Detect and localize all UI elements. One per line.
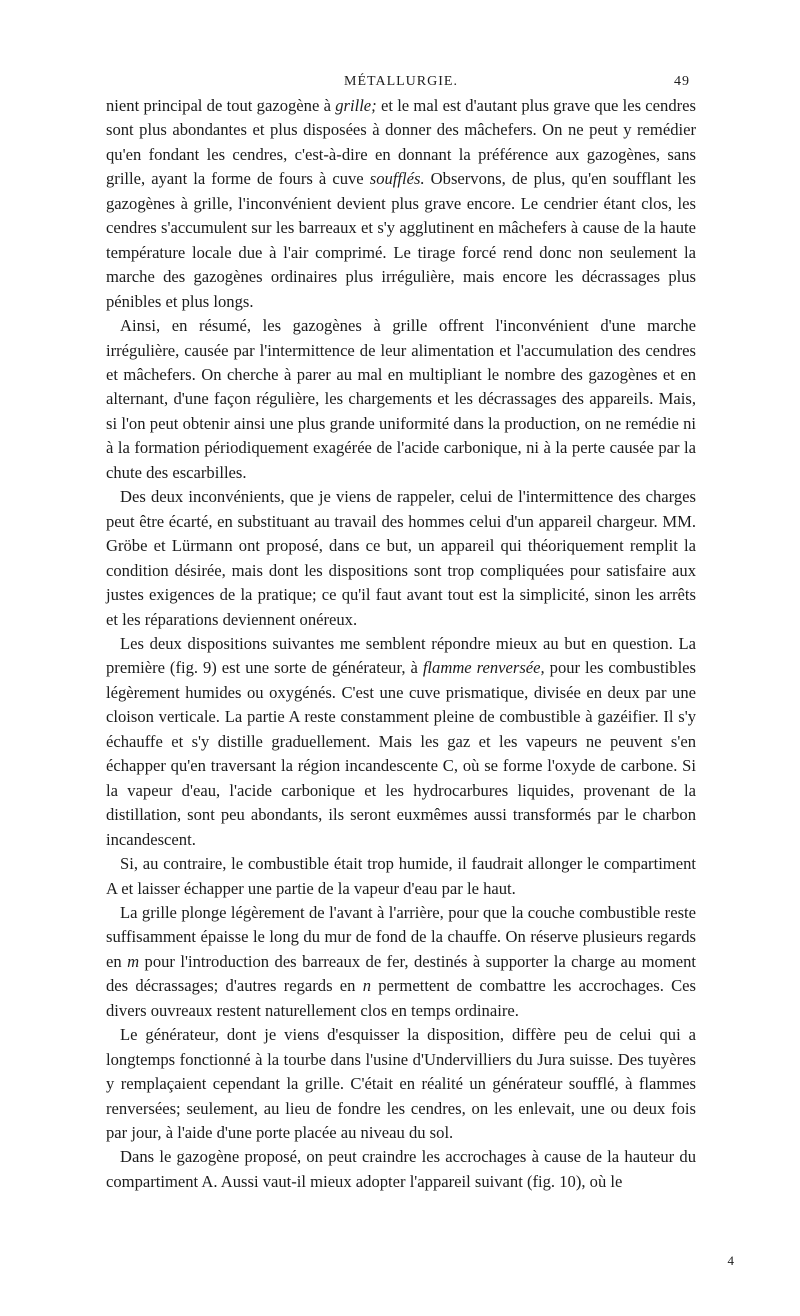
text-run: permettent de combattre les accrochages. Ces divers ouvreaux restent naturellement clos en temps ordinaire. xyxy=(106,976,696,1020)
page-number: 49 xyxy=(674,74,690,89)
text-run: pour les combustibles légèrement humides ou oxygénés. C'est une cuve prismatique, divisée en deux par une cloison verticale. La partie A reste constamment pleine de combustible à gazéifier. Il s'y échauffe et s'y distille graduellement. Mais les gaz et les vapeurs ne peuvent s'en échapper qu'en traversant la région incandescente C, où se forme l'oxyde de carbone. Si la vapeur d'eau, l'acide carbonique et les hydrocarbures liquides, provenant de la distillation, sont peu abondants, ils seront euxmêmes aussi transformés par le charbon incandescent. xyxy=(106,658,697,849)
page-header xyxy=(106,70,696,94)
italic-run: grille; xyxy=(335,96,377,115)
italic-run: m xyxy=(127,951,140,971)
text-run: Les deux dispositions suivantes me semblent répondre mieux au but en question. La première (fig. 9) est une sorte de générateur, à xyxy=(106,633,696,678)
text-run: nient principal de tout gazogène à xyxy=(106,96,336,115)
italic-run: n xyxy=(362,976,371,996)
paragraph xyxy=(106,901,696,1023)
text-run: Des deux inconvénients, que je viens de rappeler, celui de l'intermittence des charges peut être écarté, en substituant au travail des hommes celui d'un appareil chargeur. MM. Gröbe et Lürmann ont proposé, dans ce but, un appareil qui théoriquement remplit la condition désirée, mais dont les dispositions sont trop compliquées pour satisfaire aux justes exigences de la pratique; ce qu'il faut avant tout est la simplicité, sinon les arrêts et les réparations deviennent onéreux. xyxy=(106,487,696,629)
page xyxy=(106,70,696,1194)
paragraph xyxy=(106,485,696,632)
paragraph xyxy=(106,852,696,901)
body-text xyxy=(106,94,696,1194)
text-run: et le mal est d'autant plus grave que les cendres sont plus abondantes et plus disposées à donner des mâchefers. On ne peut y remédier qu'en fondant les cendres, c'est-à-dire en donnant la préférence aux gazogènes, sans grille, ayant la forme de fours à cuve xyxy=(106,96,696,189)
text-run: La grille plonge légèrement de l'avant à l'arrière, pour que la couche combustible reste suffisamment épaisse le long du mur de fond de la chauffe. On réserve plusieurs regards en xyxy=(106,902,696,971)
paragraph xyxy=(106,1145,696,1194)
running-head: MÉTALLURGIE. xyxy=(344,74,458,89)
paragraph xyxy=(106,632,696,852)
text-run: Ainsi, en résumé, les gazogènes à grille offrent l'inconvénient d'une marche irrégulière, causée par l'intermittence de leur alimentation et l'accumulation des cendres et mâchefers. On cherche à parer au mal en multipliant le nombre des gazogènes et en alternant, d'une façon régulière, les chargements et les décrassages des appareils. Mais, si l'on peut obtenir ainsi une plus grande uniformité dans la production, on ne remédie ni à la formation périodiquement exagérée de l'acide carbonique, ni à la perte causée par la chute des escarbilles. xyxy=(106,316,696,482)
paragraph xyxy=(106,1023,696,1145)
text-run: pour l'introduction des barreaux de fer, destinés à supporter la charge au moment des décrassages; d'autres regards en xyxy=(106,951,697,996)
text-run: Si, au contraire, le combustible était trop humide, il faudrait allonger le compartiment A et laisser échapper une partie de la vapeur d'eau par le haut. xyxy=(106,854,696,898)
text-run: Dans le gazogène proposé, on peut craindre les accrochages à cause de la hauteur du compartiment A. Aussi vaut-il mieux adopter l'appareil suivant (fig. 10), où le xyxy=(106,1147,696,1191)
signature-mark: 4 xyxy=(727,1253,734,1268)
text-run: Le générateur, dont je viens d'esquisser la disposition, diffère peu de celui qui a longtemps fonctionné à la tourbe dans l'usine d'Undervilliers du Jura suisse. Des tuyères y remplaçaient cependant la grille. C'était en réalité un générateur soufflé, à flammes renversées; seulement, au lieu de fondre les cendres, on les enlevait, une ou deux fois par jour, à l'aide d'une porte placée au niveau du sol. xyxy=(106,1025,696,1143)
paragraph xyxy=(106,314,696,485)
paragraph xyxy=(106,94,696,314)
italic-run: flamme renversée, xyxy=(422,658,545,678)
italic-run: soufflés. xyxy=(369,169,425,189)
text-run: Observons, de plus, qu'en soufflant les gazogènes à grille, l'inconvénient devient plus grave encore. Le cendrier étant clos, les cendres s'accumulent sur les barreaux et s'y agglutinent en mâchefers à cause de la haute température locale due à l'air comprimé. Le tirage forcé rend donc non seulement la marche des gazogènes ordinaires plus irrégulière, mais encore les décrassages plus pénibles et plus longs. xyxy=(106,169,696,311)
